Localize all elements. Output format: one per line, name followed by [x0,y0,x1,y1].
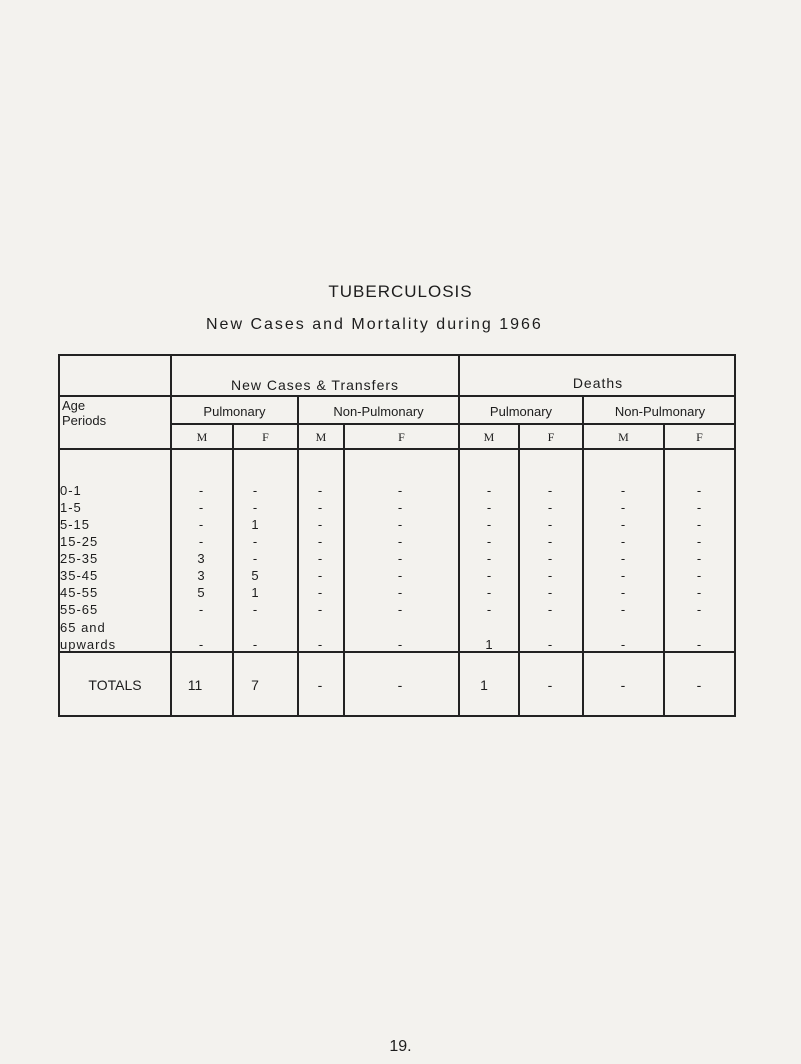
totals-cell: 7 [251,677,259,693]
age-period-label: 5-15 [60,517,91,532]
table-cell: - [486,585,492,600]
table-rule-v8 [663,423,665,717]
header-m-4: M [618,430,629,444]
table-cell: - [620,517,626,532]
table-cell: - [397,551,403,566]
table-cell: - [547,483,553,498]
table-cell: - [252,500,258,515]
table-cell: - [696,483,702,498]
age-period-label: 1-5 [60,500,82,515]
table-cell: - [547,534,553,549]
header-m-1: M [196,430,208,444]
age-period-label: 65 and [60,620,106,635]
table-rule-v4 [343,423,345,717]
table-cell: - [317,551,323,566]
table-rule-header2 [170,423,736,425]
table-cell: - [547,517,553,532]
header-f-3: F [547,430,555,444]
table-cell: 1 [251,517,259,532]
page-subtitle: New Cases and Mortality during 1966 [206,316,543,333]
age-period-label: 15-25 [60,534,99,549]
totals-cell: - [397,677,403,693]
table-cell: - [397,517,403,532]
table-cell: - [620,637,626,652]
table-cell: - [397,637,403,652]
totals-cell: 1 [480,677,488,693]
table-cell: 5 [197,585,205,600]
header-m-3: M [483,430,495,444]
header-pulmonary-new: Pulmonary [203,404,266,419]
table-cell: - [620,551,626,566]
table-cell: - [696,637,702,652]
table-cell: - [620,568,626,583]
table-cell: - [317,483,323,498]
table-cell: - [620,585,626,600]
table-cell: - [547,602,553,617]
table-cell: - [620,534,626,549]
header-f-4: F [696,430,703,444]
header-m-2: M [315,430,327,444]
table-cell: 1 [485,637,493,652]
table-cell: - [696,585,702,600]
table-cell: - [696,551,702,566]
header-deaths: Deaths [572,375,624,391]
table-cell: - [317,602,323,617]
table-cell: - [317,568,323,583]
table-cell: - [696,517,702,532]
table-border-bottom [58,715,736,717]
table-cell: - [397,500,403,515]
table-cell: - [317,585,323,600]
table-cell: - [547,637,553,652]
table-cell: - [397,483,403,498]
age-period-label: 25-35 [60,551,99,566]
table-cell: - [198,517,204,532]
table-cell: - [486,534,492,549]
table-cell: - [486,517,492,532]
table-cell: - [696,500,702,515]
table-cell: - [696,534,702,549]
table-cell: - [198,534,204,549]
table-cell: - [198,483,204,498]
table-cell: - [397,568,403,583]
table-cell: - [198,637,204,652]
header-pulmonary-deaths: Pulmonary [489,404,553,419]
table-cell: - [620,483,626,498]
table-rule-header3 [58,448,736,450]
totals-cell: - [696,677,702,693]
table-cell: - [486,602,492,617]
totals-cell: 11 [187,677,203,693]
table-cell: - [397,602,403,617]
table-cell: - [547,551,553,566]
page-number: 19. [389,1038,412,1055]
header-nonpulmonary-deaths: Non-Pulmonary [614,404,706,419]
table-cell: - [317,637,323,652]
age-period-label: 45-55 [60,585,99,600]
header-nonpulmonary-new: Non-Pulmonary [333,404,424,419]
table-border-top [58,354,736,356]
header-f-2: F [398,430,405,444]
table-cell: - [486,483,492,498]
table-cell: - [317,534,323,549]
totals-cell: - [620,677,626,693]
page-title: TUBERCULOSIS [328,282,473,301]
table-cell: 3 [197,568,205,583]
header-age-line1: Age [62,398,86,413]
table-cell: - [547,585,553,600]
age-period-label: 35-45 [60,568,99,583]
table-cell: - [620,500,626,515]
table-cell: - [252,637,258,652]
totals-label: TOTALS [88,677,142,693]
age-period-label: 0-1 [60,483,82,498]
table-rule-header1 [58,395,736,397]
table-cell: - [486,568,492,583]
table-cell: - [198,602,204,617]
table-rule-v6 [518,423,520,717]
table-cell: - [486,500,492,515]
table-cell: - [252,551,258,566]
table-cell: - [547,500,553,515]
table-cell: 3 [197,551,205,566]
table-cell: - [696,568,702,583]
header-new-cases: New Cases & Transfers [230,377,400,393]
header-f-1: F [262,430,269,444]
table-cell: - [317,517,323,532]
table-cell: - [547,568,553,583]
age-period-label: upwards [60,637,117,652]
table-rule-v2 [232,423,234,717]
table-cell: - [317,500,323,515]
table-cell: - [252,534,258,549]
table-cell: - [198,500,204,515]
totals-cell: - [317,677,323,693]
table-cell: - [397,534,403,549]
age-period-label: 55-65 [60,602,99,617]
table-cell: 5 [251,568,259,583]
table-cell: - [397,585,403,600]
table-cell: - [696,602,702,617]
table-cell: - [486,551,492,566]
header-age-line2: Periods [62,413,107,428]
table-cell: 1 [251,585,259,600]
table-cell: - [252,483,258,498]
table-cell: - [620,602,626,617]
table-cell: - [252,602,258,617]
totals-cell: - [547,677,553,693]
